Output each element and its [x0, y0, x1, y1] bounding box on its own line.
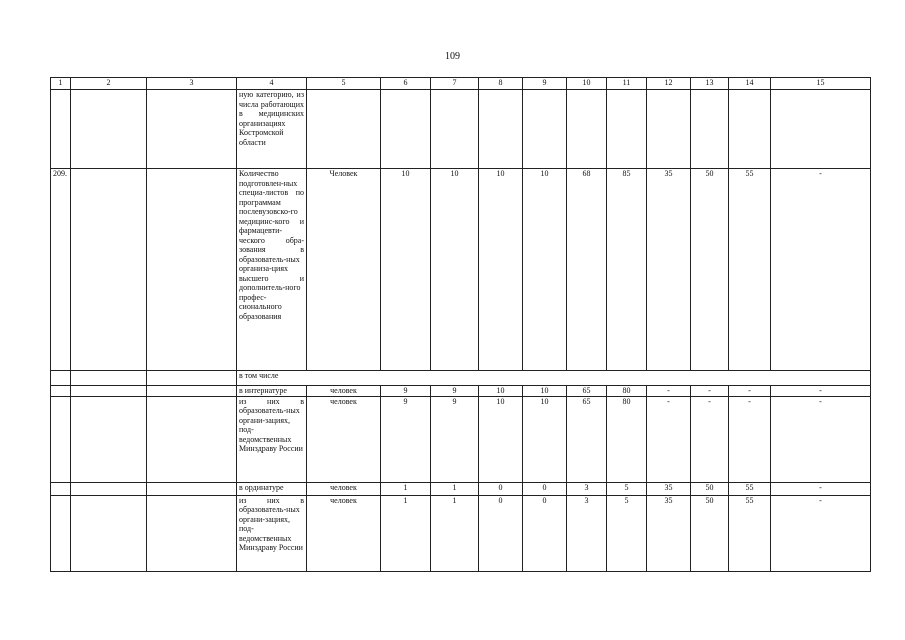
header-cell-2: 2 — [71, 78, 147, 90]
header-cell-6: 6 — [381, 78, 431, 90]
value-cell-col-6: 9 — [381, 386, 431, 397]
unit-cell: Человек — [307, 169, 381, 371]
value-cell-col-14 — [729, 90, 771, 169]
header-cell-5: 5 — [307, 78, 381, 90]
value-cell-col-11: 5 — [607, 495, 647, 571]
indicator-name-cell: в интернатуре — [237, 386, 307, 397]
header-cell-12: 12 — [647, 78, 691, 90]
indicator-name-cell: в ординатуре — [237, 482, 307, 495]
value-cell-col-10: 65 — [567, 396, 607, 482]
value-cell-col-15: - — [771, 495, 871, 571]
value-cell-col-13: 50 — [691, 482, 729, 495]
cell-col-3 — [147, 371, 237, 386]
value-cell-col-13 — [691, 90, 729, 169]
cell-col-2 — [71, 396, 147, 482]
value-cell-col-7: 1 — [431, 495, 479, 571]
value-cell-col-11: 85 — [607, 169, 647, 371]
value-cell-col-9: 0 — [523, 482, 567, 495]
value-cell-col-9 — [523, 90, 567, 169]
row-number-cell: 209. — [51, 169, 71, 371]
value-cell-col-15: - — [771, 482, 871, 495]
indicator-name-cell: из них в образователь-ных органи-зациях, под-ведомственных Минздраву России — [237, 396, 307, 482]
value-cell-col-12: 35 — [647, 482, 691, 495]
header-cell-8: 8 — [479, 78, 523, 90]
header-cell-10: 10 — [567, 78, 607, 90]
value-cell-col-8: 10 — [479, 386, 523, 397]
value-cell-col-8: 10 — [479, 169, 523, 371]
table-body — [51, 78, 871, 572]
value-cell-col-11: 80 — [607, 386, 647, 397]
value-cell-col-10: 3 — [567, 482, 607, 495]
unit-cell: человек — [307, 495, 381, 571]
indicator-name-cell: ную категорию, из числа работающих в медицинских организациях Костромской области — [237, 90, 307, 169]
value-cell-col-7: 10 — [431, 169, 479, 371]
cell-col-2 — [71, 371, 147, 386]
value-cell-col-14: - — [729, 396, 771, 482]
value-cell-col-14: 55 — [729, 169, 771, 371]
header-cell-1: 1 — [51, 78, 71, 90]
table-row — [51, 495, 871, 571]
value-cell-col-11: 5 — [607, 482, 647, 495]
value-cell-col-14: 55 — [729, 495, 771, 571]
table-row — [51, 386, 871, 397]
unit-cell: человек — [307, 482, 381, 495]
header-cell-14: 14 — [729, 78, 771, 90]
row-number-cell — [51, 90, 71, 169]
unit-cell: человек — [307, 396, 381, 482]
value-cell-col-15: - — [771, 169, 871, 371]
header-cell-11: 11 — [607, 78, 647, 90]
value-cell-col-10: 3 — [567, 495, 607, 571]
value-cell-col-15: - — [771, 396, 871, 482]
value-cell-col-12: - — [647, 386, 691, 397]
value-cell-col-11: 80 — [607, 396, 647, 482]
header-cell-3: 3 — [147, 78, 237, 90]
value-cell-col-15 — [771, 90, 871, 169]
value-cell-col-7: 9 — [431, 396, 479, 482]
cell-col-2 — [71, 90, 147, 169]
value-cell-col-6: 1 — [381, 482, 431, 495]
value-cell-col-12: 35 — [647, 495, 691, 571]
unit-cell — [307, 90, 381, 169]
value-cell-col-8 — [479, 90, 523, 169]
value-cell-col-6: 1 — [381, 495, 431, 571]
value-cell-col-10: 65 — [567, 386, 607, 397]
header-cell-9: 9 — [523, 78, 567, 90]
value-cell-col-12 — [647, 90, 691, 169]
value-cell-col-13: - — [691, 396, 729, 482]
row-number-cell — [51, 386, 71, 397]
cell-col-2 — [71, 169, 147, 371]
row-number-cell — [51, 396, 71, 482]
value-cell-col-12: 35 — [647, 169, 691, 371]
row-number-cell — [51, 482, 71, 495]
table-row — [51, 169, 871, 371]
value-cell-col-11 — [607, 90, 647, 169]
value-cell-col-13: - — [691, 386, 729, 397]
page-number: 109 — [445, 51, 460, 62]
indicator-name-cell: Количество подготовлен-ных специа-листов по программам послевузовско-го медицинс-кого и фармацевти-ческого обра-зования в образователь-ных организа-циях высшего и дополнитель-ного профес-сионального образования — [237, 169, 307, 371]
value-cell-col-6 — [381, 90, 431, 169]
value-cell-col-13: 50 — [691, 495, 729, 571]
value-cell-col-14: - — [729, 386, 771, 397]
header-cell-4: 4 — [237, 78, 307, 90]
value-cell-col-7: 9 — [431, 386, 479, 397]
cell-col-2 — [71, 495, 147, 571]
value-cell-col-7 — [431, 90, 479, 169]
indicators-table — [50, 77, 871, 572]
table-row — [51, 371, 871, 386]
value-cell-col-6: 10 — [381, 169, 431, 371]
cell-col-3 — [147, 386, 237, 397]
value-cell-col-10 — [567, 90, 607, 169]
row-number-cell — [51, 371, 71, 386]
header-cell-13: 13 — [691, 78, 729, 90]
value-cell-col-9: 10 — [523, 386, 567, 397]
header-cell-7: 7 — [431, 78, 479, 90]
cell-col-3 — [147, 482, 237, 495]
table-row — [51, 90, 871, 169]
table-row — [51, 482, 871, 495]
value-cell-col-10: 68 — [567, 169, 607, 371]
value-cell-col-8: 10 — [479, 396, 523, 482]
value-cell-col-13: 50 — [691, 169, 729, 371]
header-row — [51, 78, 871, 90]
cell-col-3 — [147, 90, 237, 169]
value-cell-col-9: 0 — [523, 495, 567, 571]
cell-col-3 — [147, 495, 237, 571]
cell-col-3 — [147, 169, 237, 371]
cell-col-3 — [147, 396, 237, 482]
cell-col-2 — [71, 386, 147, 397]
value-cell-col-15: - — [771, 386, 871, 397]
row-number-cell — [51, 495, 71, 571]
header-cell-15: 15 — [771, 78, 871, 90]
value-cell-col-14: 55 — [729, 482, 771, 495]
value-cell-col-9: 10 — [523, 396, 567, 482]
subheading-cell: в том числе — [237, 371, 871, 386]
value-cell-col-8: 0 — [479, 495, 523, 571]
table-row — [51, 396, 871, 482]
indicator-name-cell: из них в образователь-ных органи-зациях, под-ведомственных Минздраву России — [237, 495, 307, 571]
value-cell-col-12: - — [647, 396, 691, 482]
value-cell-col-7: 1 — [431, 482, 479, 495]
cell-col-2 — [71, 482, 147, 495]
unit-cell: человек — [307, 386, 381, 397]
value-cell-col-9: 10 — [523, 169, 567, 371]
value-cell-col-6: 9 — [381, 396, 431, 482]
value-cell-col-8: 0 — [479, 482, 523, 495]
